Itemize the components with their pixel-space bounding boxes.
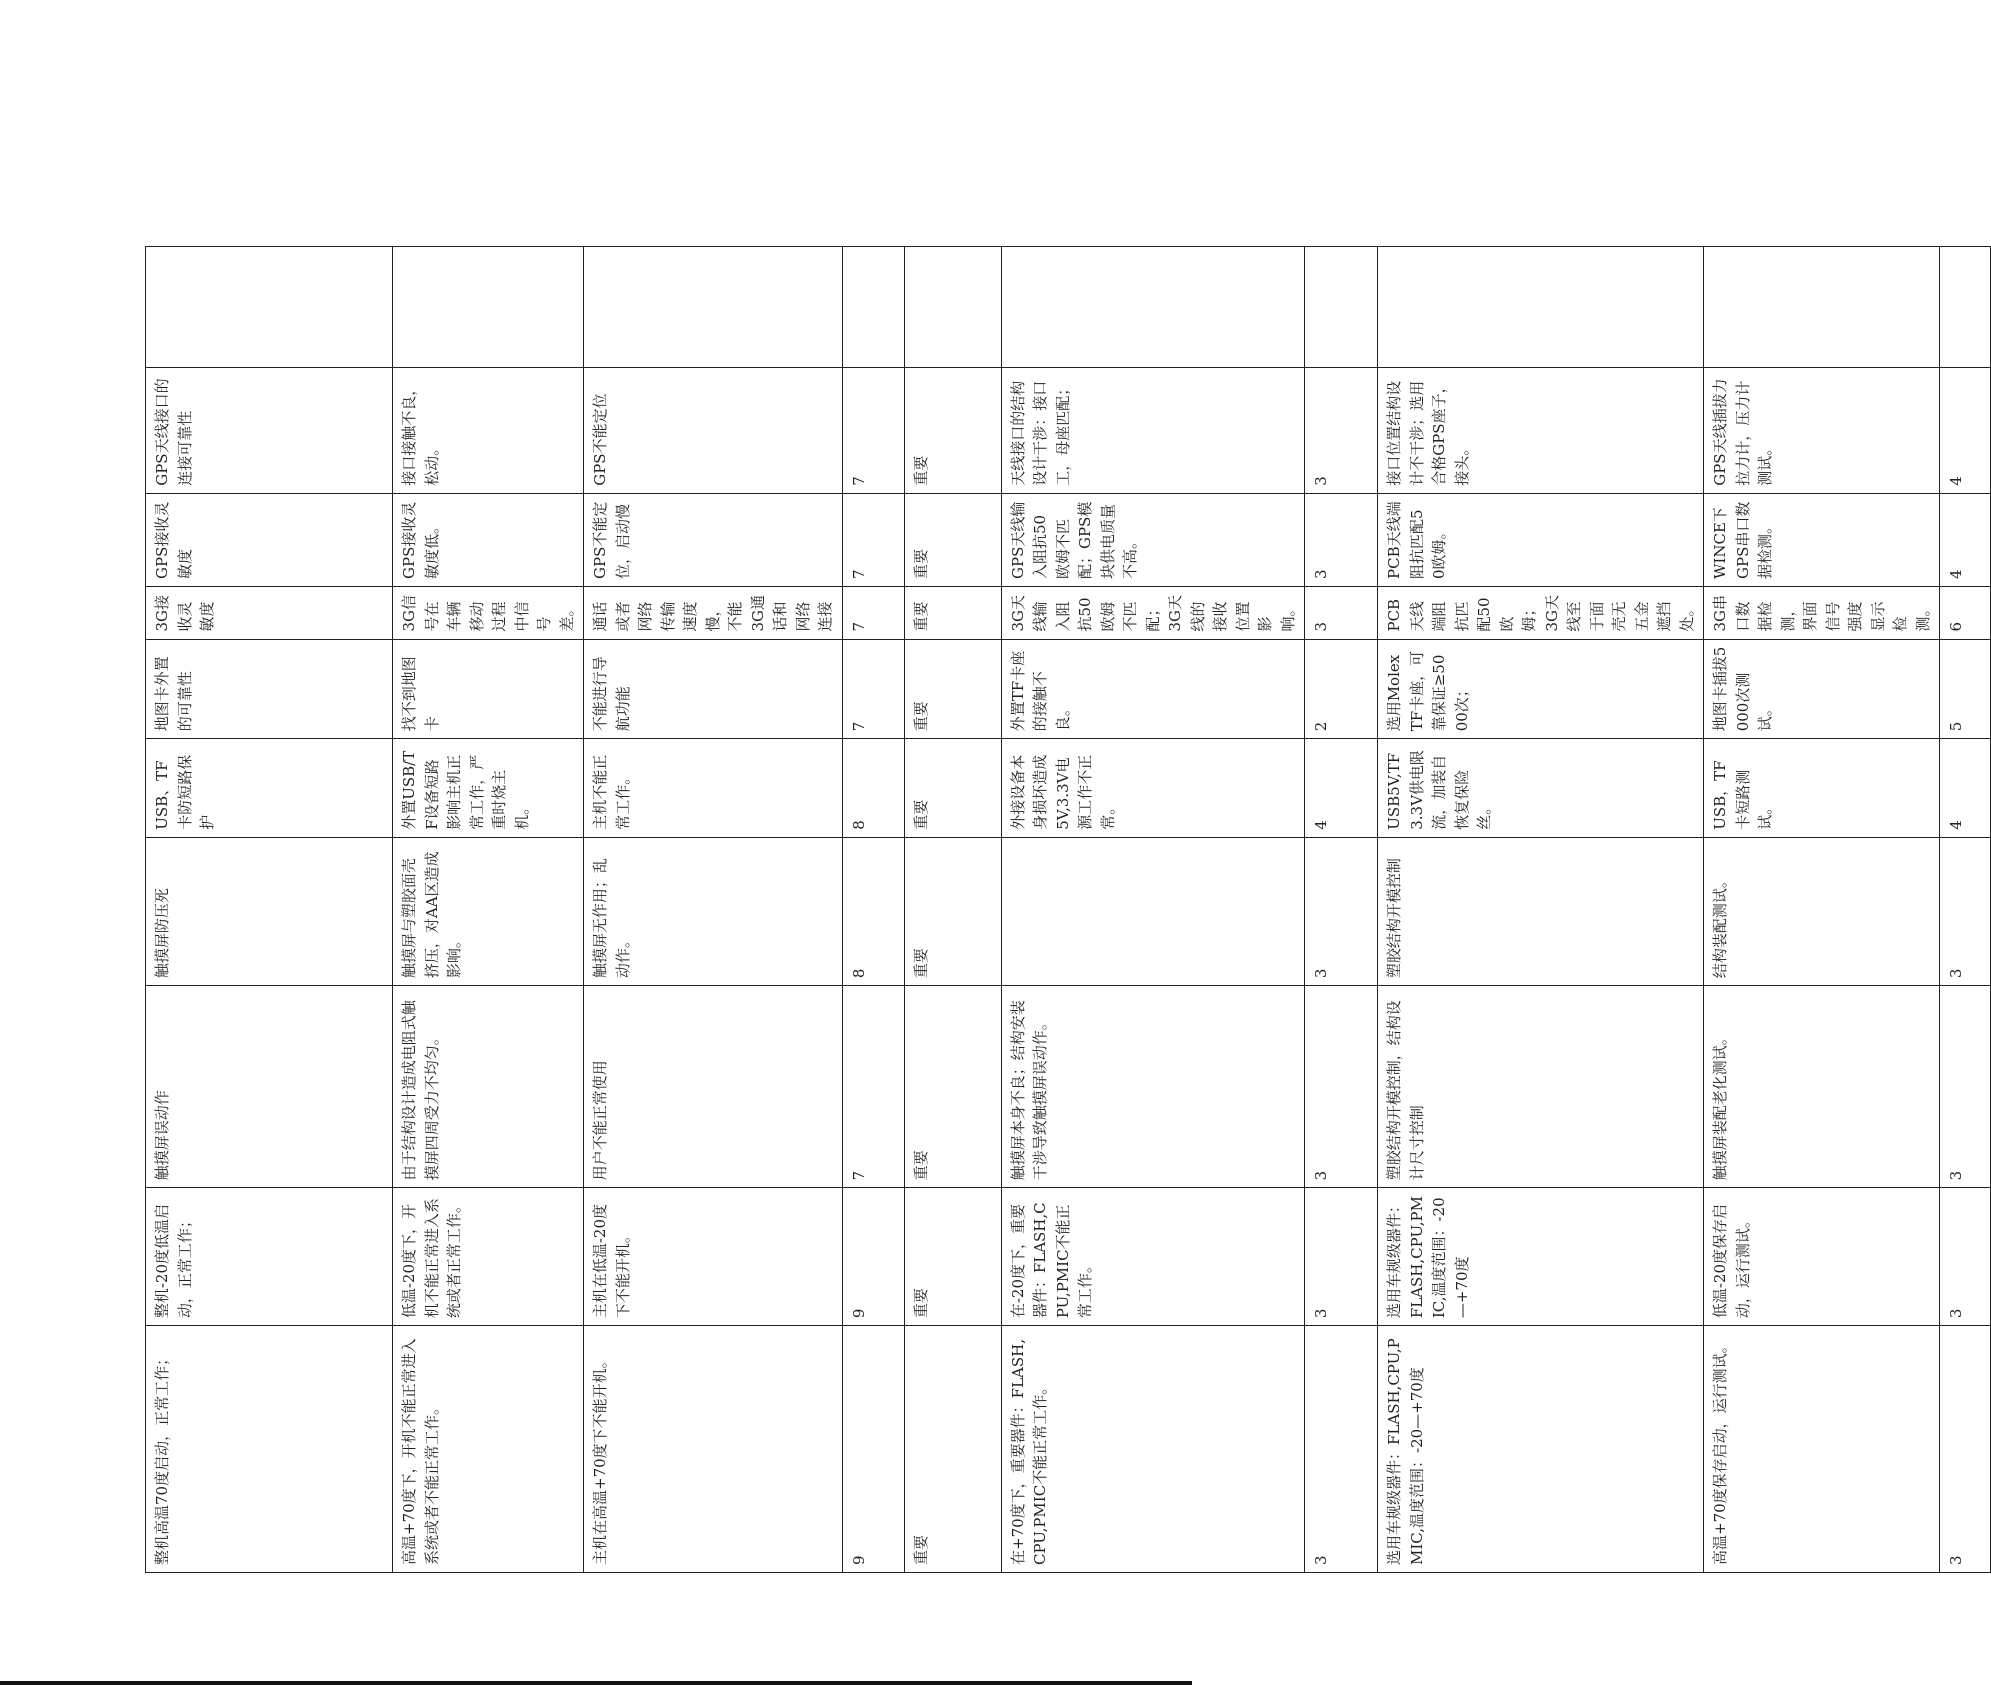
detection-cell: 3 xyxy=(1940,1326,1991,1573)
classification-cell: 重要 xyxy=(904,587,1001,640)
occurrence-cell: 4 xyxy=(1305,739,1378,837)
empty-cell xyxy=(584,246,843,367)
table-row-severity xyxy=(842,113,904,1573)
occurrence-cell: 3 xyxy=(1305,1188,1378,1326)
occurrence-cell: 3 xyxy=(1305,493,1378,586)
failure-effect-cell: 用户不能正常使用 xyxy=(584,986,843,1188)
failure-cause-cell: 低温-20度下，开机不能正常进入系统或者正常工作。 xyxy=(393,1188,584,1326)
detection-cell: 4 xyxy=(1940,739,1991,837)
failure-effect-cell: 主机在高温+70度下不能开机。 xyxy=(584,1326,843,1573)
control-cell: 选用车规级器件：FLASH,CPU,PMIC,温度范围：-20—+70度 xyxy=(1378,1188,1704,1326)
severity-cell: 8 xyxy=(842,837,904,985)
item-cell: 触摸屏误动作 xyxy=(146,986,393,1188)
occurrence-cell: 3 xyxy=(1305,837,1378,985)
occurrence-cell: 3 xyxy=(1305,587,1378,640)
mechanism-cell: 触摸屏本身不良；结构安装干涉导致触摸屏误动作。 xyxy=(1001,986,1305,1188)
fmea-table-body xyxy=(146,113,1991,1573)
detection-cell: 3 xyxy=(1940,986,1991,1188)
empty-cell xyxy=(1001,246,1305,367)
rotated-table-container xyxy=(145,112,1965,1573)
empty-cell xyxy=(1378,246,1704,367)
failure-cause-cell: 触摸屏与塑胶面壳挤压，对AA区造成影响。 xyxy=(393,837,584,985)
control-cell: 塑胶结构开模控制，结构设计尺寸控制 xyxy=(1378,986,1704,1188)
control-cell: PCB天线端阻抗匹配50欧姆；3G天线至于面壳无五金遮挡处。 xyxy=(1378,587,1704,640)
empty-cell xyxy=(904,246,1001,367)
test-method-cell: 结构装配测试。 xyxy=(1704,837,1940,985)
severity-cell: 9 xyxy=(842,1326,904,1573)
classification-cell: 重要 xyxy=(904,1188,1001,1326)
empty-cell xyxy=(1704,246,1940,367)
mechanism-cell: 在+70度下，重要器件：FLASH,CPU,PMIC不能正常工作。 xyxy=(1001,1326,1305,1573)
detection-cell: 4 xyxy=(1940,493,1991,586)
mechanism-cell: 外接设备本身损坏造成5V,3.3V电源工作不正常。 xyxy=(1001,739,1305,837)
severity-cell: 7 xyxy=(842,639,904,739)
item-cell: 整机高温70度启动，正常工作； xyxy=(146,1326,393,1573)
test-method-cell: 3G串口数据检测，界面信号强度显示检测。 xyxy=(1704,587,1940,640)
table-row-cause xyxy=(393,113,584,1573)
severity-cell: 7 xyxy=(842,367,904,493)
test-method-cell: 地图卡插拔5000次测试。 xyxy=(1704,639,1940,739)
classification-cell: 重要 xyxy=(904,739,1001,837)
control-cell: 塑胶结构开模控制 xyxy=(1378,837,1704,985)
table-row-test xyxy=(1704,113,1940,1573)
empty-cell xyxy=(393,246,584,367)
failure-cause-cell: 外置USB/TF设备短路影响主机正常工作，严重时烧主机。 xyxy=(393,739,584,837)
item-cell: 整机-20度低温启动，正常工作； xyxy=(146,1188,393,1326)
failure-cause-cell: 由于结构设计造成电阻式触摸屏四周受力不均匀。 xyxy=(393,986,584,1188)
control-cell: 接口位置结构设计不干涉；选用合格GPS座子，接头。 xyxy=(1378,367,1704,493)
test-method-cell: 触摸屏装配老化测试。 xyxy=(1704,986,1940,1188)
mechanism-cell: 3G天线输入阻抗50欧姆不匹配；3G天线的接收位置影响。 xyxy=(1001,587,1305,640)
item-cell: 触摸屏防压死 xyxy=(146,837,393,985)
classification-cell: 重要 xyxy=(904,986,1001,1188)
classification-cell: 重要 xyxy=(904,837,1001,985)
item-cell: 3G接收灵敏度 xyxy=(146,587,393,640)
failure-cause-cell: 高温+70度下，开机不能正常进入系统或者不能正常工作。 xyxy=(393,1326,584,1573)
failure-cause-cell: 接口接触不良，松动。 xyxy=(393,367,584,493)
failure-effect-cell: 触摸屏无作用；乱动作。 xyxy=(584,837,843,985)
severity-cell: 8 xyxy=(842,739,904,837)
occurrence-cell: 3 xyxy=(1305,1326,1378,1573)
empty-cell xyxy=(842,246,904,367)
empty-cell xyxy=(1940,246,1991,367)
severity-cell: 7 xyxy=(842,493,904,586)
occurrence-cell: 2 xyxy=(1305,639,1378,739)
page-bottom-rule xyxy=(0,1681,1192,1685)
empty-cell xyxy=(146,246,393,367)
fmea-table xyxy=(145,112,1991,1573)
control-cell: USB5V,TF3.3V供电限流，加装自恢复保险丝。 xyxy=(1378,739,1704,837)
test-method-cell: USB，TF卡短路测试。 xyxy=(1704,739,1940,837)
severity-cell: 7 xyxy=(842,587,904,640)
failure-cause-cell: 3G信号在车辆移动过程中信号差。 xyxy=(393,587,584,640)
classification-cell: 重要 xyxy=(904,493,1001,586)
detection-cell: 3 xyxy=(1940,1188,1991,1326)
failure-effect-cell: GPS不能定位，启动慢 xyxy=(584,493,843,586)
table-row-class xyxy=(904,113,1001,1573)
control-cell: PCB天线端阻抗匹配50欧姆。 xyxy=(1378,493,1704,586)
occurrence-cell: 3 xyxy=(1305,367,1378,493)
mechanism-cell xyxy=(1001,837,1305,985)
item-cell: GPS接收灵敏度 xyxy=(146,493,393,586)
table-row-occurrence xyxy=(1305,113,1378,1573)
classification-cell: 重要 xyxy=(904,639,1001,739)
table-row-control xyxy=(1378,113,1704,1573)
failure-effect-cell: 主机不能正常工作。 xyxy=(584,739,843,837)
table-row-detection xyxy=(1940,113,1991,1573)
detection-cell: 3 xyxy=(1940,837,1991,985)
failure-effect-cell: 不能进行导航功能 xyxy=(584,639,843,739)
mechanism-cell: GPS天线输入阻抗50欧姆不匹配；GPS模块供电质量不高。 xyxy=(1001,493,1305,586)
occurrence-cell: 3 xyxy=(1305,986,1378,1188)
severity-cell: 7 xyxy=(842,986,904,1188)
item-cell: USB、TF卡防短路保护 xyxy=(146,739,393,837)
test-method-cell: GPS天线插拔力拉力计，压力计测试。 xyxy=(1704,367,1940,493)
control-cell: 选用Molex TF卡座，可靠保证≥5000次； xyxy=(1378,639,1704,739)
mechanism-cell: 天线接口的结构设计干涉：接口工，母座匹配； xyxy=(1001,367,1305,493)
empty-cell xyxy=(1305,246,1378,367)
failure-effect-cell: 通话或者网络传输速度慢，不能3G通话和网络连接 xyxy=(584,587,843,640)
detection-cell: 4 xyxy=(1940,367,1991,493)
control-cell: 选用车规级器件：FLASH,CPU,PMIC,温度范围：-20—+70度 xyxy=(1378,1326,1704,1573)
failure-cause-cell: 找不到地图卡 xyxy=(393,639,584,739)
mechanism-cell: 在-20度下，重要器件：FLASH,CPU,PMIC不能正常工作。 xyxy=(1001,1188,1305,1326)
test-method-cell: 低温-20度保存启动，运行测试。 xyxy=(1704,1188,1940,1326)
detection-cell: 5 xyxy=(1940,639,1991,739)
table-row-mechanism xyxy=(1001,113,1305,1573)
failure-effect-cell: GPS不能定位 xyxy=(584,367,843,493)
item-cell: 地图卡外置的可靠性 xyxy=(146,639,393,739)
failure-cause-cell: GPS接收灵敏度低。 xyxy=(393,493,584,586)
table-row-item xyxy=(146,113,393,1573)
failure-effect-cell: 主机在低温-20度下不能开机。 xyxy=(584,1188,843,1326)
detection-cell: 6 xyxy=(1940,587,1991,640)
severity-cell: 9 xyxy=(842,1188,904,1326)
mechanism-cell: 外置TF卡座的接触不良。 xyxy=(1001,639,1305,739)
item-cell: GPS天线接口的连接可靠性 xyxy=(146,367,393,493)
test-method-cell: 高温+70度保存启动，运行测试。 xyxy=(1704,1326,1940,1573)
classification-cell: 重要 xyxy=(904,367,1001,493)
classification-cell: 重要 xyxy=(904,1326,1001,1573)
table-row-effect xyxy=(584,113,843,1573)
test-method-cell: WINCE下GPS串口数据检测。 xyxy=(1704,493,1940,586)
